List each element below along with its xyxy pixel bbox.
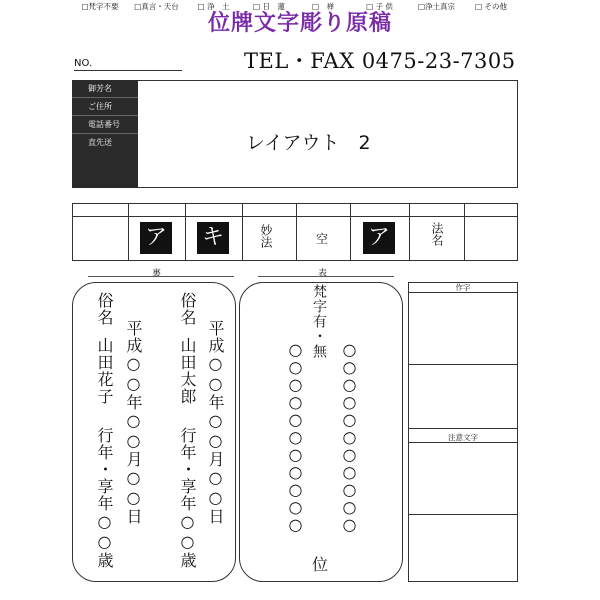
chui-label: 注意文字 [448, 433, 478, 442]
front-column-left: ○○○○○○○○○○○ [286, 340, 305, 533]
back-label-line [88, 276, 234, 277]
chui-header-line [408, 442, 518, 443]
wife-date: 平成○○年○○月○○日 [124, 320, 143, 525]
category-checkbox-jodoshin[interactable]: □浄土真宗 [417, 2, 456, 11]
category-checkbox-none[interactable]: □梵字不要 [81, 2, 119, 11]
husband-name: 山田太郎 [178, 337, 197, 405]
bonji-jodo-icon: キ [197, 222, 229, 254]
category-divider [242, 203, 243, 261]
no-field-line[interactable] [74, 70, 182, 71]
side-divider [408, 428, 518, 429]
field-name-label: 御芳名 [72, 80, 138, 98]
husband-name-label: 俗名 [178, 292, 197, 326]
side-divider [408, 364, 518, 365]
category-checkbox-other[interactable]: □ その他 [475, 2, 507, 11]
category-checkbox-nichiren[interactable]: □ 日 蓮 [253, 2, 285, 11]
jodoshin-text: 法名 [430, 222, 444, 246]
no-label: NO. [74, 58, 93, 69]
category-divider [128, 203, 129, 261]
category-checkbox-jodo[interactable]: □ 浄 土 [197, 2, 230, 11]
sakuji-label: 作字 [455, 283, 471, 292]
front-label-line [258, 276, 394, 277]
wife-name-label: 俗名 [95, 292, 114, 326]
sect-category-box [72, 203, 518, 261]
category-divider [185, 203, 186, 261]
field-phone-label: 電話番号 [72, 116, 138, 134]
front-suffix: 位 [312, 555, 330, 574]
field-address-label: ご住所 [72, 98, 138, 116]
category-checkbox-zen[interactable]: □ 禅 [311, 2, 335, 11]
category-divider [350, 203, 351, 261]
bonji-option-note: 梵字有・無 [311, 284, 327, 359]
husband-date: 平成○○年○○月○○日 [206, 320, 225, 525]
field-delivery-label: 直先送 [88, 138, 112, 147]
wife-age: 行年・享年○○歳 [95, 427, 114, 569]
category-header-divider [72, 216, 518, 217]
front-label: 表 [318, 269, 328, 279]
category-checkbox-shingon[interactable]: □真言・天台 [134, 2, 179, 11]
tel-fax-number: TEL・FAX 0475-23-7305 [244, 49, 516, 73]
zen-text: 空 [316, 232, 329, 246]
form-title: 位牌文字彫り原稿 [207, 10, 392, 36]
category-divider [464, 203, 465, 261]
category-checkbox-child[interactable]: □ 子 供 [366, 2, 393, 11]
back-label: 裏 [152, 269, 162, 279]
bonji-shingon-icon: ア [140, 222, 172, 254]
layout-label: レイアウト 2 [246, 132, 371, 154]
category-divider [409, 203, 410, 261]
customer-info-labels [72, 80, 138, 188]
side-divider [408, 514, 518, 515]
nichiren-text: 妙法 [259, 224, 273, 248]
front-column-right: ○○○○○○○○○○○ [340, 340, 359, 533]
wife-name: 山田花子 [95, 337, 114, 405]
husband-age: 行年・享年○○歳 [178, 427, 197, 569]
bonji-child-icon: ア [363, 222, 395, 254]
category-divider [296, 203, 297, 261]
